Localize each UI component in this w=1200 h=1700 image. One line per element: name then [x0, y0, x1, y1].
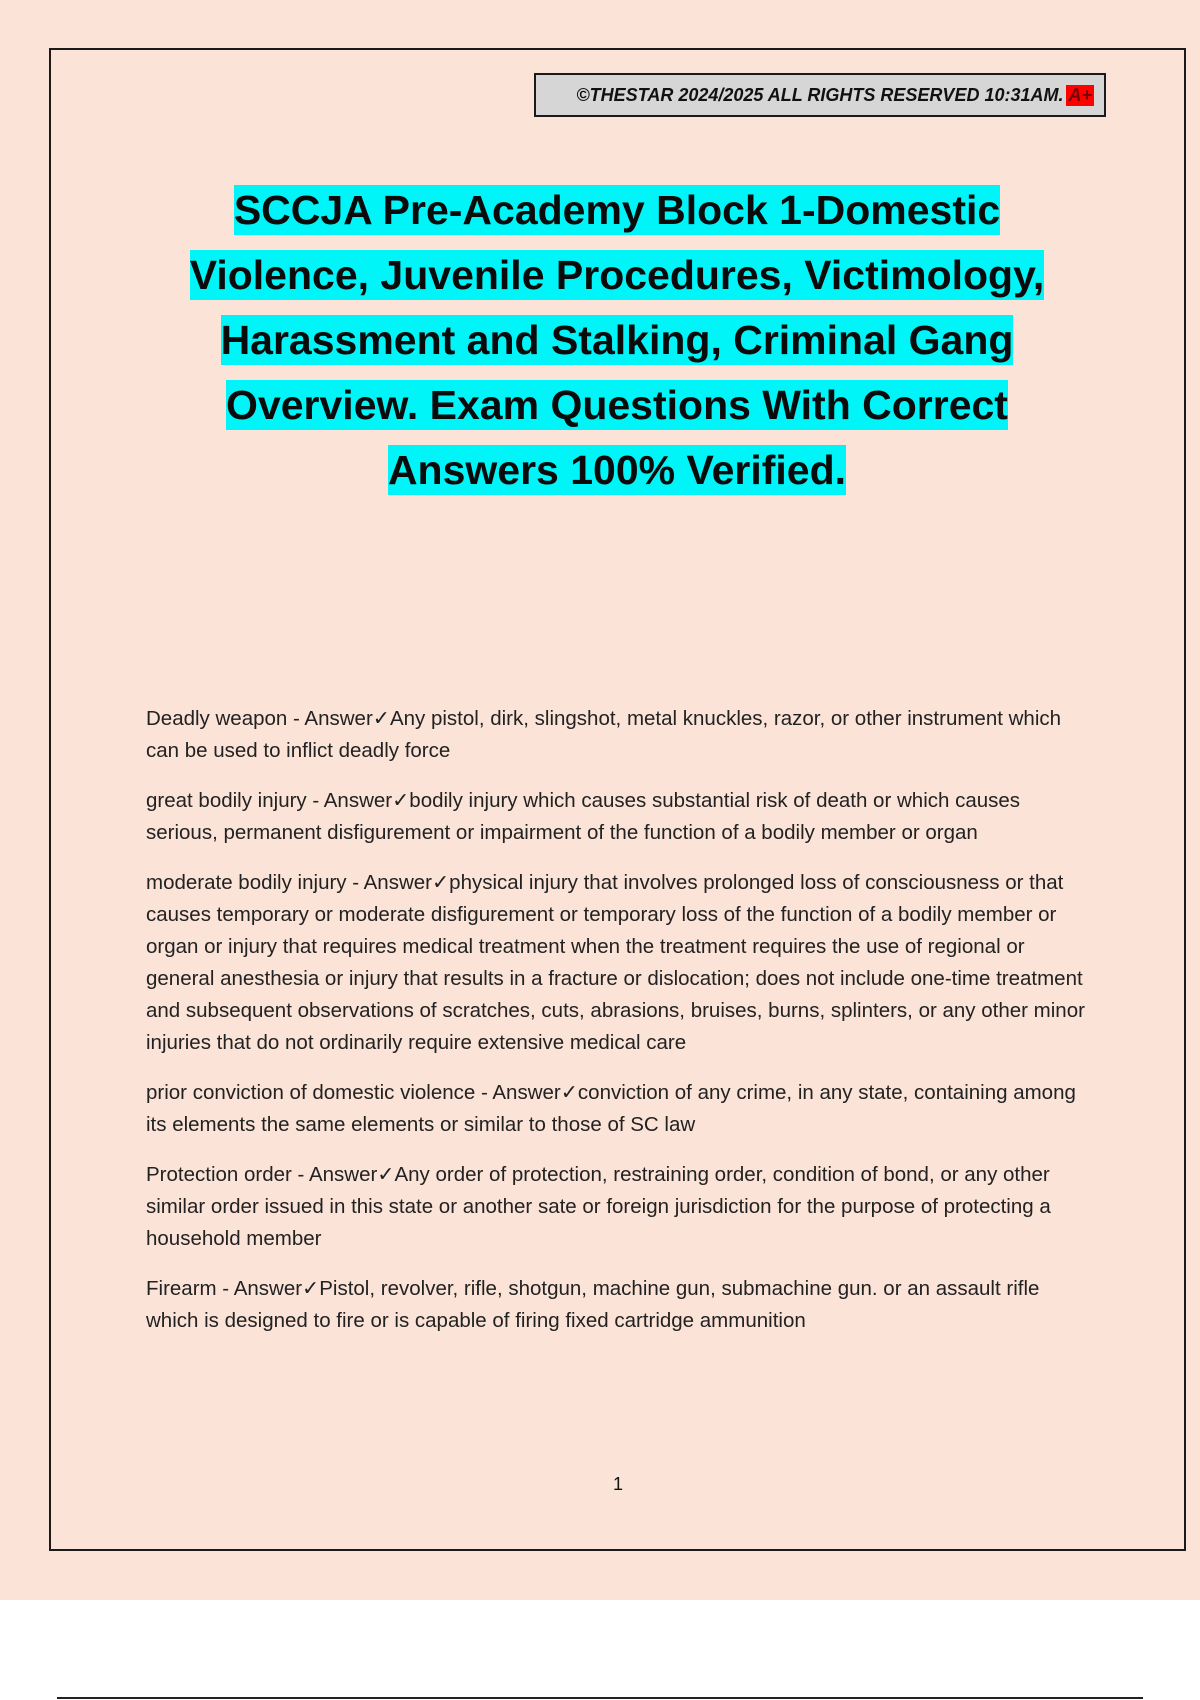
entry-definition: bodily injury which causes substantial risk of death or which causes serious, permanent disfigurement or impairment of the function of a bodily member or organ: [146, 789, 1021, 844]
entry-definition: physical injury that involves prolonged loss of consciousness or that causes temporary or moderate disfigurement or temporary loss of the function of a bodily member or organ or injury that requires medical treatment when the treatment requires the use of regional or general anesthesia or injury that results in a fracture or dislocation; does not include one-time treatment and subsequent observations of scratches, cuts, abrasions, bruises, burns, splinters, or any other minor injuries that do not ordinarily require extensive medical care: [146, 871, 1085, 1054]
title-line: Answers 100% Verified.: [387, 447, 847, 493]
qa-list: [146, 703, 1088, 1355]
title-line: SCCJA Pre-Academy Block 1-Domestic: [233, 187, 1001, 233]
entry-definition: Pistol, revolver, rifle, shotgun, machine gun, submachine gun. or an assault rifle which is designed to fire or is capable of firing fixed cartridge ammunition: [146, 1277, 1040, 1332]
entry-term: prior conviction of domestic violence: [146, 1081, 476, 1104]
copyright-text: ©THESTAR 2024/2025 ALL RIGHTS RESERVED 10:31AM.: [576, 84, 1064, 105]
entry-definition: Any pistol, dirk, slingshot, metal knuckles, razor, or other instrument which can be used to inflict deadly force: [146, 707, 1062, 762]
title-line: Overview. Exam Questions With Correct: [226, 382, 1008, 428]
entry-separator: - Answer✓: [306, 789, 410, 812]
qa-entry: [146, 867, 1088, 1059]
qa-entry: [146, 1159, 1088, 1255]
entry-separator: - Answer✓: [291, 1163, 395, 1186]
entry-term: Protection order: [146, 1163, 292, 1186]
entry-separator: - Answer✓: [346, 871, 450, 894]
entry-separator: - Answer✓: [475, 1081, 578, 1104]
document-title: [150, 178, 1084, 503]
qa-entry: [146, 785, 1088, 849]
title-line: Violence, Juvenile Procedures, Victimology,: [189, 252, 1045, 298]
qa-entry: [146, 703, 1088, 767]
entry-term: great bodily injury: [146, 789, 307, 812]
copyright-banner: [534, 73, 1106, 117]
entry-definition: Any order of protection, restraining order, condition of bond, or any other similar order issued in this state or another sate or foreign jurisdiction for the purpose of protecting a household member: [146, 1163, 1051, 1250]
qa-entry: [146, 1077, 1088, 1141]
entry-separator: - Answer✓: [216, 1277, 320, 1300]
entry-separator: - Answer✓: [287, 707, 390, 730]
entry-definition: conviction of any crime, in any state, containing among its elements the same elements or similar to those of SC law: [146, 1081, 1076, 1136]
entry-term: Deadly weapon: [146, 707, 288, 730]
page-number: 1: [612, 1474, 623, 1494]
entry-term: Firearm: [146, 1277, 217, 1300]
next-page-edge: [57, 1697, 1143, 1699]
qa-entry: [146, 1273, 1088, 1337]
grade-badge: A+: [1068, 84, 1092, 105]
entry-term: moderate bodily injury: [146, 871, 347, 894]
title-line: Harassment and Stalking, Criminal Gang: [220, 317, 1014, 363]
